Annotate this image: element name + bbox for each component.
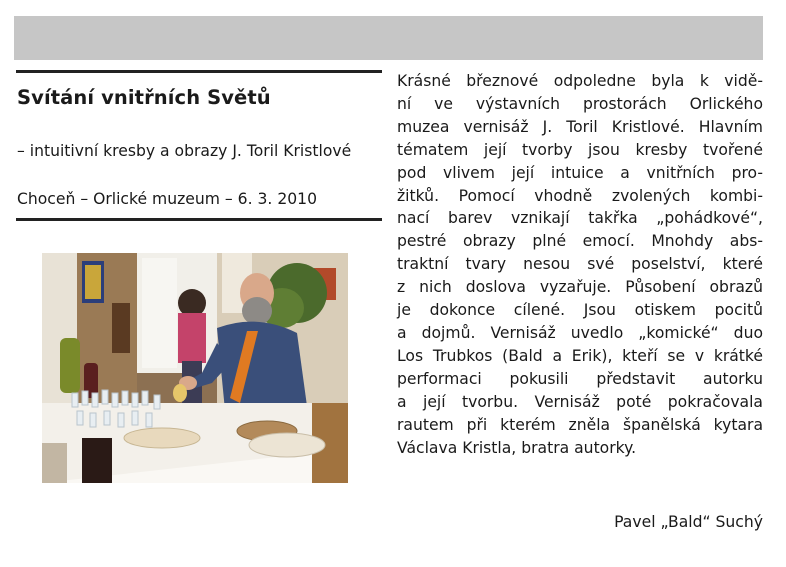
event-place-date: Choceň – Orlické muzeum – 6. 3. 2010 xyxy=(17,190,318,208)
body-line: Václava Kristla, bratra autorky. xyxy=(397,438,637,457)
body-line: rautem při kterém zněla španělská kytara xyxy=(397,415,763,434)
title-rule-top xyxy=(16,70,382,73)
article-subtitle: – intuitivní kresby a obrazy J. Toril Kristlové xyxy=(17,142,352,160)
body-line: tématem její tvorby jsou kresby tvořené xyxy=(397,140,763,159)
title-rule-bottom xyxy=(16,218,382,221)
article-body xyxy=(397,70,763,459)
body-line: z nich doslova vyzařuje. Působení obrazů xyxy=(397,278,763,297)
header-bar xyxy=(14,16,763,60)
body-line: žitků. Pomocí vhodně zvolených kombi- xyxy=(397,186,763,205)
body-line: ní ve výstavních prostorách Orlického xyxy=(397,94,763,113)
body-line: a dojmů. Vernisáž uvedlo „komické“ duo xyxy=(397,323,763,342)
body-line: Los Trubkos (Bald a Erik), kteří se v krátké xyxy=(397,346,763,365)
body-line: pestré obrazy plné emocí. Mnohdy abs- xyxy=(397,232,763,251)
body-line: je dokonce cílené. Jsou otiskem pocitů xyxy=(397,301,763,320)
body-line: performaci pokusili představit autorku xyxy=(397,369,763,388)
body-line: pod vlivem její intuice a vnitřních pro- xyxy=(397,163,763,182)
body-line: a její tvorbu. Vernisáž poté pokračovala xyxy=(397,392,763,411)
article-title: Svítání vnitřních Světů xyxy=(17,86,271,109)
body-line: nací barev vznikají takřka „pohádkové“, xyxy=(397,209,763,228)
body-line: Krásné březnové odpoledne byla k vidě- xyxy=(397,72,763,90)
body-line: muzea vernisáž J. Toril Kristlové. Hlavním xyxy=(397,117,763,136)
article-author: Pavel „Bald“ Suchý xyxy=(614,513,763,531)
body-line: traktní tvary nesou své poselství, které xyxy=(397,255,763,274)
event-photo xyxy=(42,253,348,483)
